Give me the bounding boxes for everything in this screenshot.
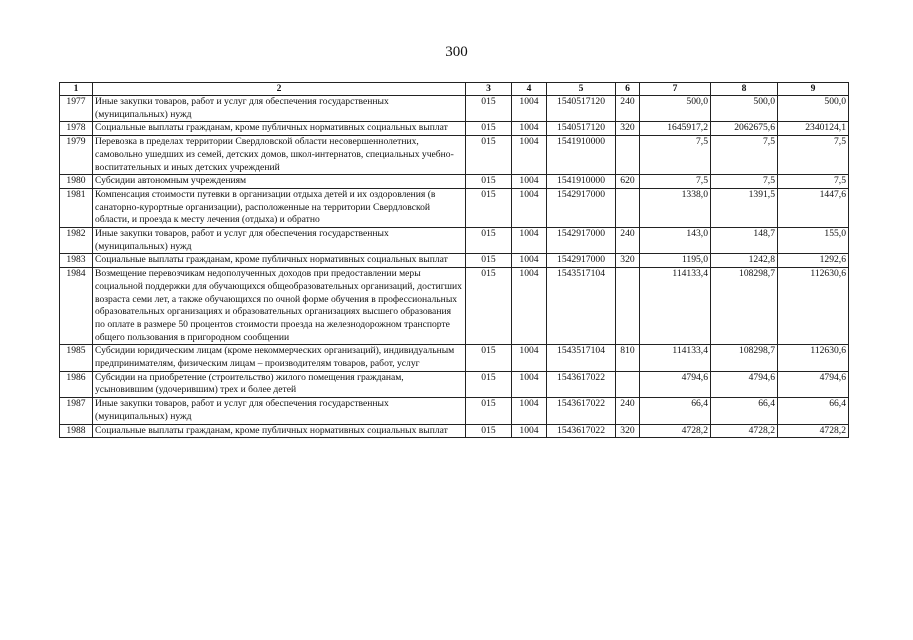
table-row [60, 254, 849, 268]
amount-col7-cell: 143,0 [640, 228, 711, 254]
row-name-cell: Социальные выплаты гражданам, кроме публичных нормативных социальных выплат [93, 424, 466, 438]
amount-col9-cell: 1292,6 [778, 254, 849, 268]
expense-type-cell [616, 371, 640, 397]
section-code-cell: 1004 [512, 188, 547, 227]
row-number-cell: 1984 [60, 268, 93, 345]
table-row [60, 371, 849, 397]
row-name-cell: Социальные выплаты гражданам, кроме публичных нормативных социальных выплат [93, 254, 466, 268]
table-row [60, 345, 849, 371]
row-number-cell: 1985 [60, 345, 93, 371]
table-row [60, 268, 849, 345]
table-row [60, 188, 849, 227]
row-name-cell: Социальные выплаты гражданам, кроме публичных нормативных социальных выплат [93, 122, 466, 136]
section-code-cell: 1004 [512, 398, 547, 424]
section-code-cell: 1004 [512, 254, 547, 268]
expense-type-cell: 240 [616, 398, 640, 424]
page-number: 300 [445, 44, 468, 60]
section-code-cell: 1004 [512, 136, 547, 175]
expense-type-cell [616, 188, 640, 227]
ministry-code-cell: 015 [466, 268, 512, 345]
ministry-code-cell: 015 [466, 136, 512, 175]
amount-col8-cell: 4728,2 [711, 424, 778, 438]
expense-type-cell [616, 268, 640, 345]
budget-table [59, 82, 849, 438]
amount-col9-cell: 500,0 [778, 96, 849, 122]
table-row [60, 228, 849, 254]
amount-col8-cell: 1242,8 [711, 254, 778, 268]
amount-col7-cell: 66,4 [640, 398, 711, 424]
table-row [60, 122, 849, 136]
table-row [60, 96, 849, 122]
expense-type-cell: 320 [616, 254, 640, 268]
amount-col8-cell: 148,7 [711, 228, 778, 254]
amount-col7-cell: 114133,4 [640, 268, 711, 345]
amount-col7-cell: 1645917,2 [640, 122, 711, 136]
amount-col9-cell: 4794,6 [778, 371, 849, 397]
amount-col8-cell: 1391,5 [711, 188, 778, 227]
expense-type-cell [616, 136, 640, 175]
row-number-cell: 1982 [60, 228, 93, 254]
amount-col8-cell: 4794,6 [711, 371, 778, 397]
target-article-cell: 1541910000 [547, 175, 616, 189]
amount-col8-cell: 108298,7 [711, 345, 778, 371]
expense-type-cell: 320 [616, 424, 640, 438]
section-code-cell: 1004 [512, 424, 547, 438]
table-row [60, 424, 849, 438]
row-number-cell: 1983 [60, 254, 93, 268]
section-code-cell: 1004 [512, 96, 547, 122]
row-name-cell: Перевозка в пределах территории Свердловской области несовершеннолетних, самовольно ушедших из семей, детских домов, школ-интернатов, специальных учебно-воспитательных и иных детских учреждений [93, 136, 466, 175]
col-header-8: 8 [711, 83, 778, 96]
row-number-cell: 1977 [60, 96, 93, 122]
target-article-cell: 1542917000 [547, 254, 616, 268]
amount-col9-cell: 7,5 [778, 175, 849, 189]
target-article-cell: 1543517104 [547, 268, 616, 345]
row-name-cell: Субсидии автономным учреждениям [93, 175, 466, 189]
amount-col9-cell: 66,4 [778, 398, 849, 424]
amount-col9-cell: 7,5 [778, 136, 849, 175]
section-code-cell: 1004 [512, 122, 547, 136]
amount-col9-cell: 2340124,1 [778, 122, 849, 136]
target-article-cell: 1543517104 [547, 345, 616, 371]
col-header-7: 7 [640, 83, 711, 96]
amount-col7-cell: 4794,6 [640, 371, 711, 397]
amount-col9-cell: 155,0 [778, 228, 849, 254]
row-name-cell: Иные закупки товаров, работ и услуг для обеспечения государственных (муниципальных) нужд [93, 398, 466, 424]
amount-col7-cell: 1195,0 [640, 254, 711, 268]
ministry-code-cell: 015 [466, 371, 512, 397]
ministry-code-cell: 015 [466, 345, 512, 371]
expense-type-cell: 320 [616, 122, 640, 136]
section-code-cell: 1004 [512, 228, 547, 254]
ministry-code-cell: 015 [466, 96, 512, 122]
row-name-cell: Иные закупки товаров, работ и услуг для обеспечения государственных (муниципальных) нужд [93, 96, 466, 122]
target-article-cell: 1543617022 [547, 371, 616, 397]
amount-col9-cell: 112630,6 [778, 345, 849, 371]
target-article-cell: 1541910000 [547, 136, 616, 175]
target-article-cell: 1543617022 [547, 398, 616, 424]
row-name-cell: Иные закупки товаров, работ и услуг для обеспечения государственных (муниципальных) нужд [93, 228, 466, 254]
expense-type-cell: 240 [616, 228, 640, 254]
col-header-3: 3 [466, 83, 512, 96]
ministry-code-cell: 015 [466, 175, 512, 189]
amount-col7-cell: 114133,4 [640, 345, 711, 371]
col-header-5: 5 [547, 83, 616, 96]
amount-col7-cell: 500,0 [640, 96, 711, 122]
header-row [60, 83, 849, 96]
target-article-cell: 1540517120 [547, 96, 616, 122]
amount-col7-cell: 7,5 [640, 175, 711, 189]
target-article-cell: 1543617022 [547, 424, 616, 438]
target-article-cell: 1540517120 [547, 122, 616, 136]
col-header-6: 6 [616, 83, 640, 96]
section-code-cell: 1004 [512, 371, 547, 397]
amount-col7-cell: 7,5 [640, 136, 711, 175]
expense-type-cell: 810 [616, 345, 640, 371]
amount-col8-cell: 500,0 [711, 96, 778, 122]
row-number-cell: 1979 [60, 136, 93, 175]
amount-col8-cell: 7,5 [711, 136, 778, 175]
ministry-code-cell: 015 [466, 254, 512, 268]
amount-col9-cell: 112630,6 [778, 268, 849, 345]
table-row [60, 136, 849, 175]
ministry-code-cell: 015 [466, 122, 512, 136]
row-name-cell: Компенсация стоимости путевки в организации отдыха детей и их оздоровления (в санаторно-курортные организации), расположенные на территории Свердловской области, и проезда к месту лечения (отдыха) и обратно [93, 188, 466, 227]
section-code-cell: 1004 [512, 345, 547, 371]
col-header-9: 9 [778, 83, 849, 96]
amount-col8-cell: 7,5 [711, 175, 778, 189]
row-number-cell: 1980 [60, 175, 93, 189]
section-code-cell: 1004 [512, 175, 547, 189]
ministry-code-cell: 015 [466, 228, 512, 254]
col-header-2: 2 [93, 83, 466, 96]
row-number-cell: 1978 [60, 122, 93, 136]
target-article-cell: 1542917000 [547, 188, 616, 227]
amount-col8-cell: 2062675,6 [711, 122, 778, 136]
ministry-code-cell: 015 [466, 424, 512, 438]
expense-type-cell: 620 [616, 175, 640, 189]
row-number-cell: 1987 [60, 398, 93, 424]
table-row [60, 175, 849, 189]
target-article-cell: 1542917000 [547, 228, 616, 254]
row-number-cell: 1988 [60, 424, 93, 438]
amount-col8-cell: 108298,7 [711, 268, 778, 345]
col-header-4: 4 [512, 83, 547, 96]
col-header-1: 1 [60, 83, 93, 96]
amount-col8-cell: 66,4 [711, 398, 778, 424]
amount-col9-cell: 1447,6 [778, 188, 849, 227]
table-row [60, 398, 849, 424]
row-name-cell: Субсидии на приобретение (строительство) жилого помещения гражданам, усыновившим (удочерившим) трех и более детей [93, 371, 466, 397]
row-name-cell: Возмещение перевозчикам недополученных доходов при предоставлении меры социальной поддержки для обучающихся общеобразовательных организаций, достигших возраста семи лет, а также обучающихся по очной форме обучения в профессиональных образовательных организациях и образовательных организациях высшего образования по оплате в размере 50 процентов стоимости проезда на железнодорожном транспорте общего пользования в пригородном сообщении [93, 268, 466, 345]
row-name-cell: Субсидии юридическим лицам (кроме некоммерческих организаций), индивидуальным предпринимателям, физическим лицам – производителям товаров, работ, услуг [93, 345, 466, 371]
row-number-cell: 1986 [60, 371, 93, 397]
expense-type-cell: 240 [616, 96, 640, 122]
amount-col7-cell: 1338,0 [640, 188, 711, 227]
row-number-cell: 1981 [60, 188, 93, 227]
amount-col7-cell: 4728,2 [640, 424, 711, 438]
amount-col9-cell: 4728,2 [778, 424, 849, 438]
ministry-code-cell: 015 [466, 398, 512, 424]
section-code-cell: 1004 [512, 268, 547, 345]
ministry-code-cell: 015 [466, 188, 512, 227]
